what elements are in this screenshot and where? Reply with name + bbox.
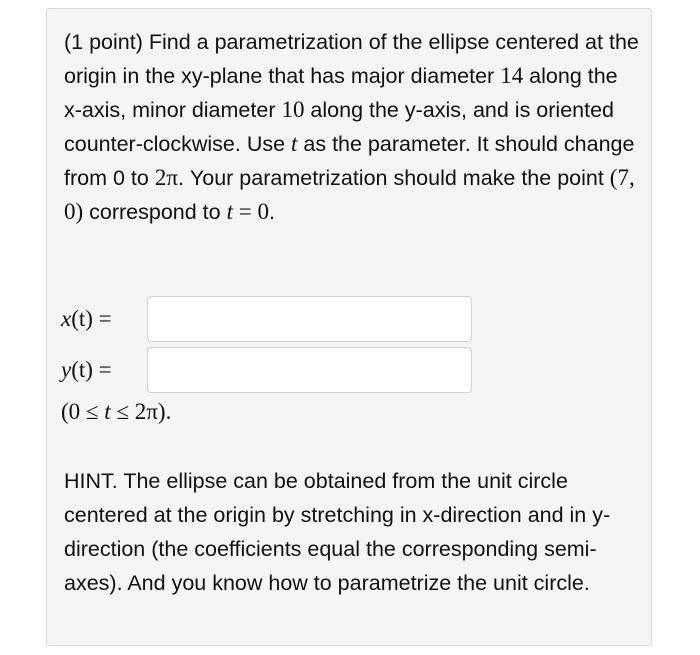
equals-sign: =	[232, 199, 258, 224]
problem-text-2: along the x-axis, minor diameter	[64, 64, 618, 122]
y-function-args: (t) =	[71, 357, 112, 382]
problem-text-3: along the y-axis, and is oriented counter-clockwise. Use	[64, 98, 614, 156]
x-answer-row	[61, 296, 472, 342]
range-variable: t	[104, 399, 111, 424]
parameter-variable: t	[291, 131, 298, 156]
range-open: (0 ≤	[61, 399, 105, 424]
starting-point: (7, 0)	[64, 165, 635, 224]
problem-text-5: . Your parametrization should make the point	[177, 166, 610, 190]
range-close: ≤ 2π).	[110, 399, 172, 424]
y-of-t-label	[61, 357, 147, 383]
hint-text: HINT. The ellipse can be obtained from the unit circle centered at the origin by stretching in x-direction and in y-direction (the coefficients equal the corresponding semi-axes). And you know how to parametrize the unit circle.	[64, 469, 611, 595]
problem-text-1: (1 point) Find a parametrization of the ellipse centered at the origin in the xy-plane that has major diameter	[64, 30, 639, 88]
y-answer-row	[61, 347, 472, 393]
parameter-variable-2: t	[226, 199, 233, 224]
y-of-t-input[interactable]	[147, 347, 472, 393]
major-diameter-value: 14	[500, 63, 524, 88]
problem-text-6: correspond to	[83, 200, 227, 224]
problem-text-8: .	[268, 200, 275, 224]
y-function-name: y	[61, 357, 72, 382]
x-of-t-label	[61, 306, 147, 332]
x-function-name: x	[61, 306, 72, 331]
problem-text-4: as the parameter. It should change from 0 to	[64, 132, 635, 190]
parameter-range	[61, 395, 171, 429]
parameter-start-value: 0	[257, 199, 269, 224]
problem-statement	[64, 25, 639, 229]
parameter-end-value: 2π	[154, 165, 178, 190]
problem-card	[46, 8, 652, 646]
minor-diameter-value: 10	[281, 97, 305, 122]
x-of-t-input[interactable]	[147, 296, 472, 342]
x-function-args: (t) =	[71, 306, 112, 331]
